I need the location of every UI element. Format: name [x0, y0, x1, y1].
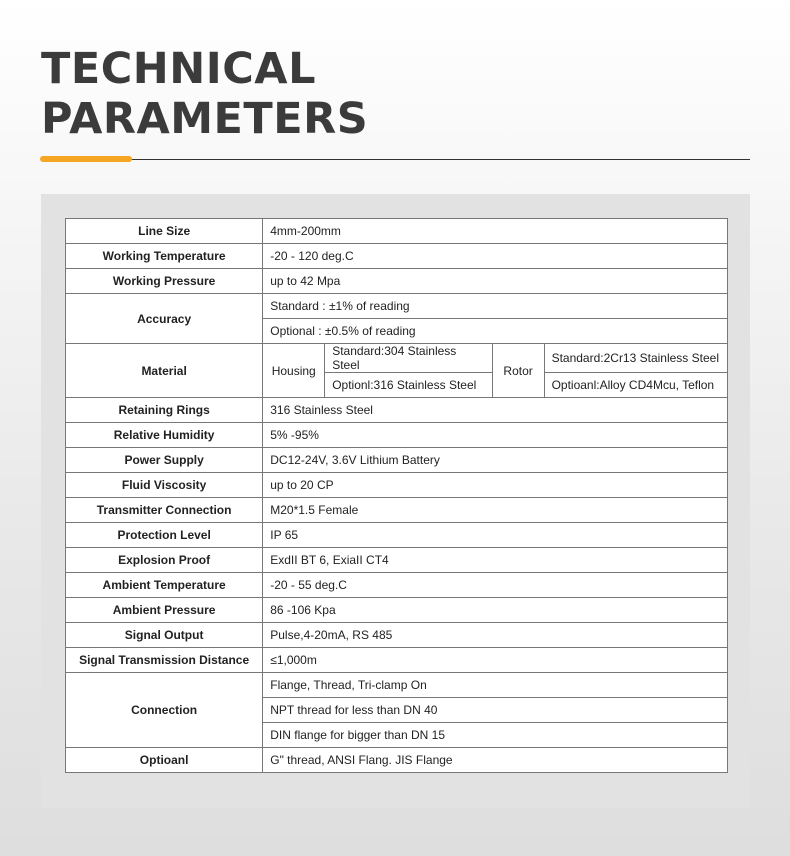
row-value: 4mm-200mm — [263, 219, 728, 244]
row-label: Power Supply — [66, 448, 263, 473]
table-row — [66, 573, 728, 598]
table-row — [66, 423, 728, 448]
row-value: DC12-24V, 3.6V Lithium Battery — [263, 448, 728, 473]
row-label: Signal Transmission Distance — [66, 648, 263, 673]
row-value: ExdII BT 6, ExiaII CT4 — [263, 548, 728, 573]
title-divider — [130, 159, 750, 160]
row-label: Ambient Pressure — [66, 598, 263, 623]
row-label: Relative Humidity — [66, 423, 263, 448]
table-row — [66, 523, 728, 548]
table-row — [66, 448, 728, 473]
table-row — [66, 598, 728, 623]
row-label: Protection Level — [66, 523, 263, 548]
title-accent-bar — [40, 156, 132, 162]
table-row — [66, 498, 728, 523]
row-label: Accuracy — [66, 294, 263, 344]
material-rotor-value: Optioanl:Alloy CD4Mcu, Teflon — [544, 373, 727, 398]
row-label: Working Pressure — [66, 269, 263, 294]
row-label: Optioanl — [66, 748, 263, 773]
row-label: Explosion Proof — [66, 548, 263, 573]
row-label: Working Temperature — [66, 244, 263, 269]
table-row — [66, 748, 728, 773]
title-line-1: TECHNICAL — [41, 44, 316, 94]
material-housing-label: Housing — [263, 344, 325, 398]
row-value: IP 65 — [263, 523, 728, 548]
row-value: G" thread, ANSI Flang. JIS Flange — [263, 748, 728, 773]
table-row — [66, 219, 728, 244]
material-rotor-value: Standard:2Cr13 Stainless Steel — [544, 344, 727, 373]
table-row — [66, 548, 728, 573]
row-value: Optional : ±0.5% of reading — [263, 319, 728, 344]
row-value: 316 Stainless Steel — [263, 398, 728, 423]
row-label: Connection — [66, 673, 263, 748]
row-value: M20*1.5 Female — [263, 498, 728, 523]
row-label: Signal Output — [66, 623, 263, 648]
row-label: Ambient Temperature — [66, 573, 263, 598]
row-value: ≤1,000m — [263, 648, 728, 673]
table-row — [66, 648, 728, 673]
row-label: Fluid Viscosity — [66, 473, 263, 498]
spec-panel — [41, 194, 750, 808]
row-label: Line Size — [66, 219, 263, 244]
row-label: Retaining Rings — [66, 398, 263, 423]
row-value: up to 42 Mpa — [263, 269, 728, 294]
table-row — [66, 269, 728, 294]
row-value: 86 -106 Kpa — [263, 598, 728, 623]
table-row — [66, 623, 728, 648]
page-title — [41, 44, 368, 144]
table-row — [66, 673, 728, 698]
table-row — [66, 398, 728, 423]
material-housing-value: Optionl:316 Stainless Steel — [325, 373, 492, 398]
table-row — [66, 294, 728, 319]
table-row — [66, 244, 728, 269]
table-row — [66, 344, 728, 373]
spec-table — [65, 218, 728, 773]
row-value: up to 20 CP — [263, 473, 728, 498]
material-housing-value: Standard:304 Stainless Steel — [325, 344, 492, 373]
row-value: 5% -95% — [263, 423, 728, 448]
row-value: -20 - 120 deg.C — [263, 244, 728, 269]
row-label: Transmitter Connection — [66, 498, 263, 523]
row-value: Standard : ±1% of reading — [263, 294, 728, 319]
material-rotor-label: Rotor — [492, 344, 544, 398]
title-line-2: PARAMETERS — [41, 94, 369, 144]
row-value: NPT thread for less than DN 40 — [263, 698, 728, 723]
row-value: Flange, Thread, Tri-clamp On — [263, 673, 728, 698]
row-label: Material — [66, 344, 263, 398]
row-value: -20 - 55 deg.C — [263, 573, 728, 598]
table-row — [66, 473, 728, 498]
row-value: Pulse,4-20mA, RS 485 — [263, 623, 728, 648]
row-value: DIN flange for bigger than DN 15 — [263, 723, 728, 748]
